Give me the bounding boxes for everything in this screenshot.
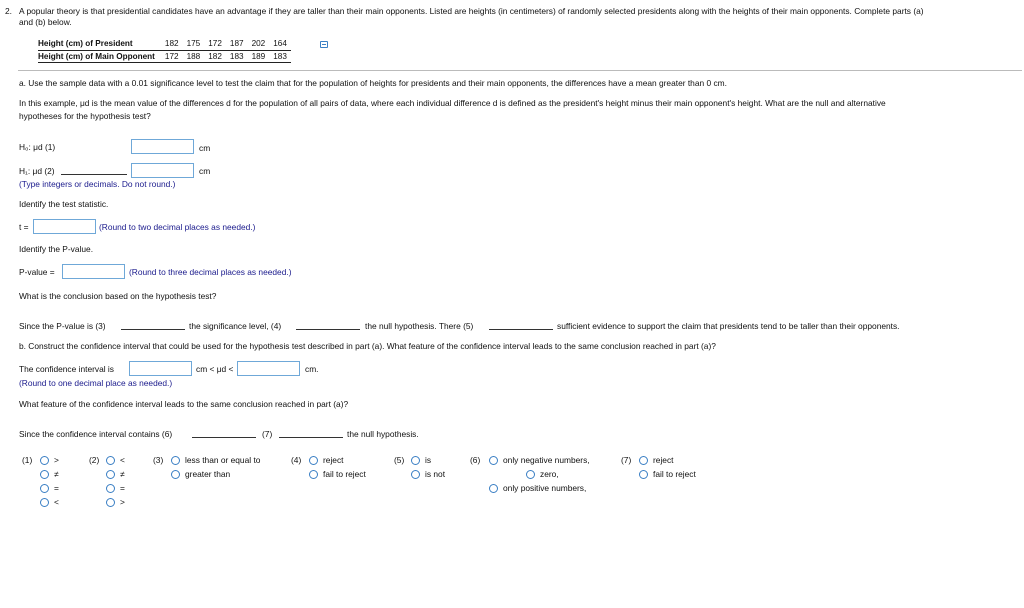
null-end: the null hypothesis. [347, 429, 419, 439]
radio-icon [639, 456, 648, 465]
radio-icon [309, 456, 318, 465]
radio-icon [171, 470, 180, 479]
table-cell: 183 [226, 50, 248, 62]
option-2-not-equal[interactable]: ≠ [106, 468, 125, 480]
table-cell: 172 [204, 38, 226, 50]
radio-icon [309, 470, 318, 479]
h1-unit: cm [199, 166, 211, 176]
option-6-only-positive[interactable]: only positive numbers, [489, 482, 586, 494]
radio-icon [639, 470, 648, 479]
radio-icon [171, 456, 180, 465]
option-3-greater[interactable]: greater than [171, 468, 230, 480]
radio-icon [411, 470, 420, 479]
options-1-label: (1) [22, 455, 33, 465]
t-input[interactable] [33, 219, 96, 234]
row-label: Height (cm) of President [38, 38, 161, 50]
h1-label: H₁: μd (2) [19, 166, 55, 176]
blank-7[interactable] [279, 437, 343, 438]
h1-value-input[interactable] [131, 163, 194, 178]
options-5-label: (5) [394, 455, 405, 465]
options-2-label: (2) [89, 455, 100, 465]
h0-value-input[interactable] [131, 139, 194, 154]
option-2-less[interactable]: < [106, 454, 125, 466]
problem-number: 2. [5, 6, 12, 16]
row-label: Height (cm) of Main Opponent [38, 50, 161, 62]
options-4-label: (4) [291, 455, 302, 465]
table-row [38, 38, 291, 50]
option-1-greater[interactable]: > [40, 454, 59, 466]
seven-label: (7) [262, 429, 273, 439]
table-cell: 164 [269, 38, 291, 50]
radio-icon [489, 456, 498, 465]
conclusion-question: What is the conclusion based on the hypothesis test? [19, 291, 217, 301]
part-a-context-line1: In this example, μd is the mean value of the differences d for the population of all pairs of data, where each individual difference d is defined as the president's height minus their main opponent's height. What are the null and alternative [19, 98, 886, 108]
table-cell: 202 [248, 38, 270, 50]
t-label: t = [19, 222, 29, 232]
blank-3[interactable] [121, 329, 185, 330]
blank-6[interactable] [192, 437, 256, 438]
radio-icon [40, 498, 49, 507]
since-p-text: Since the P-value is (3) [19, 321, 106, 331]
p-note: (Round to three decimal places as needed.) [129, 267, 292, 277]
option-5-is-not[interactable]: is not [411, 468, 445, 480]
ci-label: The confidence interval is [19, 364, 114, 374]
radio-icon [40, 484, 49, 493]
p-label: P-value = [19, 267, 55, 277]
problem-intro-line1: A popular theory is that presidential candidates have an advantage if they are taller than their main opponents. Listed are heights (in centimeters) of randomly selected presidents along with the heights of their main opponents. Complete parts (a) [19, 6, 924, 16]
option-2-greater[interactable]: > [106, 496, 125, 508]
h0-unit: cm [199, 143, 211, 153]
table-row [38, 50, 291, 62]
option-7-reject[interactable]: reject [639, 454, 673, 466]
option-4-fail-to-reject[interactable]: fail to reject [309, 468, 366, 480]
since-ci-text: Since the confidence interval contains (6) [19, 429, 173, 439]
option-6-only-negative[interactable]: only negative numbers, [489, 454, 590, 466]
heights-table [38, 38, 291, 63]
part-b-prompt: b. Construct the confidence interval that could be used for the hypothesis test described in part (a). What feature of the confidence interval leads to the same conclusion reached in part (a)? [19, 341, 716, 351]
ci-mid: cm < μd < [196, 364, 234, 374]
null-there-text: the null hypothesis. There (5) [365, 321, 474, 331]
ci-end: cm. [305, 364, 319, 374]
table-cell: 175 [183, 38, 205, 50]
ci-upper-input[interactable] [237, 361, 300, 376]
option-5-is[interactable]: is [411, 454, 431, 466]
part-a-prompt: a. Use the sample data with a 0.01 significance level to test the claim that for the population of heights for presidents and their main opponents, the differences have a mean greater than 0 cm. [19, 78, 727, 88]
option-7-fail-to-reject[interactable]: fail to reject [639, 468, 696, 480]
table-cell: 172 [161, 50, 183, 62]
problem-intro-line2: and (b) below. [19, 17, 72, 27]
radio-icon [106, 470, 115, 479]
p-value-input[interactable] [62, 264, 125, 279]
part-a-context-line2: hypotheses for the hypothesis test? [19, 111, 151, 121]
radio-icon [106, 498, 115, 507]
divider [18, 70, 1022, 71]
option-4-reject[interactable]: reject [309, 454, 343, 466]
options-3-label: (3) [153, 455, 164, 465]
table-cell: 189 [248, 50, 270, 62]
options-7-label: (7) [621, 455, 632, 465]
blank-4[interactable] [296, 329, 360, 330]
radio-icon [106, 456, 115, 465]
table-cell: 183 [269, 50, 291, 62]
t-note: (Round to two decimal places as needed.) [99, 222, 256, 232]
h1-sign-blank[interactable] [61, 174, 127, 175]
option-1-less[interactable]: < [40, 496, 59, 508]
radio-icon [106, 484, 115, 493]
sufficient-text: sufficient evidence to support the claim that presidents tend to be taller than their opponents. [557, 321, 900, 331]
table-cell: 187 [226, 38, 248, 50]
option-2-equal[interactable]: = [106, 482, 125, 494]
identify-test-stat: Identify the test statistic. [19, 199, 109, 209]
ci-lower-input[interactable] [129, 361, 192, 376]
radio-icon [489, 484, 498, 493]
round-note: (Round to one decimal place as needed.) [19, 378, 173, 388]
identify-p: Identify the P-value. [19, 244, 94, 254]
sig-level-text: the significance level, (4) [189, 321, 282, 331]
blank-5[interactable] [489, 329, 553, 330]
table-cell: 182 [204, 50, 226, 62]
table-cell: 182 [161, 38, 183, 50]
radio-icon [411, 456, 420, 465]
radio-icon [40, 456, 49, 465]
h0-label: H₀: μd (1) [19, 142, 56, 152]
feature-question: What feature of the confidence interval leads to the same conclusion reached in part (a)? [19, 399, 349, 409]
table-cell: 188 [183, 50, 205, 62]
copy-data-icon[interactable] [320, 41, 328, 48]
option-1-not-equal[interactable]: ≠ [40, 468, 59, 480]
type-note: (Type integers or decimals. Do not round.) [19, 179, 176, 189]
option-6-zero[interactable]: zero, [526, 468, 559, 480]
option-1-equal[interactable]: = [40, 482, 59, 494]
option-3-less-or-equal[interactable]: less than or equal to [171, 454, 260, 466]
options-6-label: (6) [470, 455, 481, 465]
radio-icon [40, 470, 49, 479]
radio-icon [526, 470, 535, 479]
